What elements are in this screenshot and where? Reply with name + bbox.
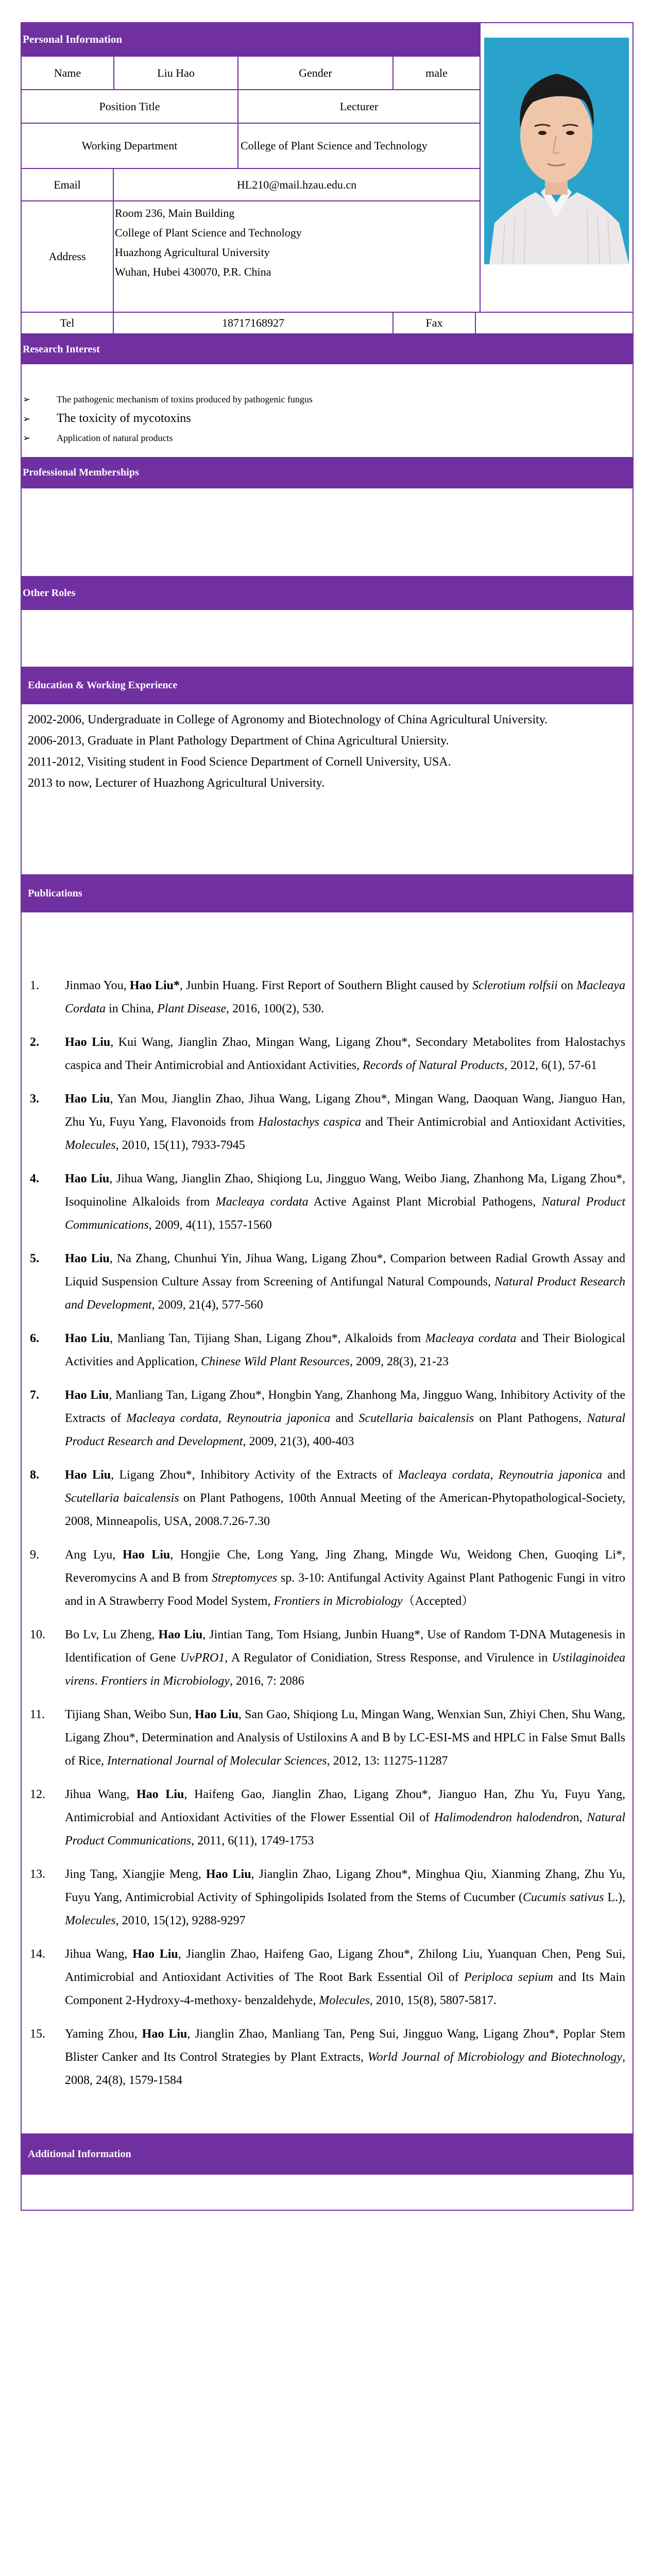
publication-citation <box>65 1327 625 1374</box>
italic-text: Reynoutria japonica <box>498 1468 602 1482</box>
publication-item <box>30 1247 625 1317</box>
section-header-professional-memberships <box>21 457 634 488</box>
address-label: Address <box>21 200 114 313</box>
publication-number: 5. <box>30 1252 39 1265</box>
publication-citation <box>65 1783 625 1853</box>
publication-number: 1. <box>30 979 39 992</box>
professional-memberships-body <box>21 488 634 576</box>
citation-text: , 2009, 28(3), 21-23 <box>350 1355 449 1368</box>
citation-text: , 2010, 15(12), 9288-9297 <box>115 1914 246 1927</box>
citation-text: and Its Main Component 2-Hydroxy-4-methoxy- benzaldehyde, <box>65 1971 626 2007</box>
citation-text: Ang Lyu, <box>65 1548 123 1562</box>
italic-text: UvPRO1 <box>180 1651 225 1665</box>
citation-text: and Their Antimicrobial and Antioxidant Activities, <box>361 1115 626 1129</box>
citation-text: , Junbin Huang. First Report of Southern Blight caused by <box>179 979 472 992</box>
citation-text: , 2009, 21(3), 400-403 <box>243 1435 354 1448</box>
italic-text: Halostachys caspica <box>258 1115 362 1129</box>
name-value: Liu Hao <box>113 56 238 90</box>
citation-text: , Manliang Tan, Ligang Zhou*, Hongbin Yang, Zhanhong Ma, Jingguo Wang, Inhibitory Activity of the Extracts of <box>65 1388 625 1425</box>
publication-citation <box>65 1247 625 1317</box>
education-item: 2006-2013, Graduate in Plant Pathology Department of China Agricultural Uniersity. <box>28 734 449 748</box>
arrowhead-bullet-icon: ➢ <box>23 414 31 424</box>
citation-text: sp. 3-10: Antifungal Activity Against Plant Pathogenic Fungi in vitro and in A Strawberry Food Model System, <box>65 1571 625 1608</box>
author-highlight: Hao Liu <box>65 1388 109 1402</box>
section-header-personal-information <box>21 22 480 57</box>
additional-information-body <box>21 2175 634 2211</box>
publication-citation <box>65 1863 625 1933</box>
address-line: Huazhong Agricultural University <box>115 246 270 259</box>
publication-number: 7. <box>30 1388 39 1402</box>
author-highlight: Hao Liu <box>142 2027 187 2041</box>
italic-text: Natural Product Communications <box>65 1811 626 1848</box>
italic-text: Plant Disease <box>157 1002 227 1015</box>
publication-citation <box>65 1088 625 1157</box>
italic-text: Scutellaria baicalensis <box>65 1492 179 1505</box>
italic-text: Molecules <box>65 1914 116 1927</box>
citation-text: , Hongjie Che, Long Yang, Jing Zhang, Mingde Wu, Weidong Chen, Guoqing Li*, Reveromycins A and B from <box>65 1548 625 1585</box>
publications-body <box>21 912 634 2133</box>
publication-number: 9. <box>30 1548 39 1562</box>
education-item: 2002-2006, Undergraduate in College of Agronomy and Biotechnology of China Agricultural University. <box>28 713 548 726</box>
arrowhead-bullet-icon: ➢ <box>23 394 31 404</box>
citation-text: Bo Lv, Lu Zheng, <box>65 1628 159 1641</box>
section-title: Additional Information <box>28 2148 131 2160</box>
gender-label: Gender <box>237 56 394 90</box>
publication-item <box>30 1703 625 1773</box>
section-title: Other Roles <box>23 587 76 599</box>
section-header-research-interest <box>21 334 634 364</box>
citation-text: Jinmao You, <box>65 979 130 992</box>
italic-text: Frontiers in Microbiology <box>100 1674 230 1688</box>
italic-text: Chinese Wild Plant Resources <box>200 1355 350 1368</box>
publication-number: 2. <box>30 1036 39 1049</box>
citation-text: , 2012, 13: 11275-11287 <box>327 1754 448 1768</box>
publication-item <box>30 1943 625 2012</box>
citation-text: , San Gao, Shiqiong Lu, Mingan Wang, Wenxian Sun, Zhiyi Chen, Shu Wang, Ligang Zhou*, Determination and Analysis of Ustiloxins A and B by LC-ESI-MS and HPLC in False Smut Balls of Rice, <box>65 1708 626 1768</box>
citation-text: , 2016, 7: 2086 <box>229 1674 304 1688</box>
publication-item <box>30 1167 625 1237</box>
address-value <box>113 200 481 313</box>
publication-citation <box>65 1544 625 1613</box>
publication-citation <box>65 1031 625 1077</box>
italic-text: Streptomyces <box>211 1571 278 1585</box>
name-label: Name <box>21 56 114 90</box>
publication-item <box>30 1031 625 1077</box>
citation-text: , Jianglin Zhao, Haifeng Gao, Ligang Zhou*, Zhilong Liu, Yuanquan Chen, Peng Sui, Antimicrobial and Antioxidant Activities of The Root Bark Essential Oil of <box>65 1947 625 1984</box>
author-highlight: Hao Liu* <box>129 979 180 992</box>
publication-number: 14. <box>30 1947 45 1961</box>
citation-text: , Haifeng Gao, Jianglin Zhao, Ligang Zhou*, Jianguo Han, Zhu Yu, Fuyu Yang, Antimicrobial and Antioxidant Activities of the Flower Essential Oil of <box>65 1788 626 1824</box>
citation-text: Jihua Wang, <box>65 1788 136 1801</box>
publication-item <box>30 2023 625 2092</box>
gender-value: male <box>392 56 481 90</box>
citation-text: Jihua Wang, <box>65 1947 133 1961</box>
author-highlight: Hao Liu <box>65 1092 110 1106</box>
portrait-photo <box>484 38 629 264</box>
citation-text: in China, <box>106 1002 158 1015</box>
email-value[interactable]: HL210@mail.hzau.edu.cn <box>113 168 481 201</box>
citation-text: and Their Biological Activities and Application, <box>65 1332 625 1368</box>
department-label: Working Department <box>21 123 238 169</box>
author-highlight: Hao Liu <box>122 1548 170 1562</box>
address-line: College of Plant Science and Technology <box>115 226 302 239</box>
citation-text: on Plant Pathogens, 100th Annual Meeting of the American-Phytopathological-Society, 2008, Minneapolis, USA, 2008.7.26-7.30 <box>65 1492 625 1528</box>
personal-information-table <box>21 22 634 334</box>
citation-text: n, <box>573 1811 587 1824</box>
italic-text: Natural Product Research and Development <box>65 1412 626 1448</box>
author-highlight: Hao Liu <box>65 1036 111 1049</box>
citation-text: , A Regulator of Conidiation, Stress Response, and Virulence in <box>225 1651 552 1665</box>
italic-text: Periploca sepium <box>464 1971 553 1984</box>
italic-text: Molecules <box>65 1139 116 1152</box>
citation-text: , 2011, 6(11), 1749-1753 <box>191 1834 314 1848</box>
author-highlight: Hao Liu <box>195 1708 238 1721</box>
list-item: ➢ Application of natural products <box>22 429 633 447</box>
section-title: Publications <box>28 887 82 899</box>
italic-text: Cucumis sativus <box>522 1891 604 1904</box>
publication-item <box>30 1384 625 1453</box>
publication-citation <box>65 1943 625 2012</box>
section-header-other-roles <box>21 576 634 610</box>
citation-text: , 2009, 21(4), 577-560 <box>151 1298 263 1312</box>
position-label: Position Title <box>21 89 238 124</box>
italic-text: Molecules <box>319 1994 370 2007</box>
citation-text: , 2012, 6(1), 57-61 <box>504 1059 597 1072</box>
publication-number: 13. <box>30 1868 45 1881</box>
citation-text: Yaming Zhou, <box>65 2027 142 2041</box>
author-highlight: Hao Liu <box>65 1252 110 1265</box>
publication-number: 12. <box>30 1788 45 1801</box>
education-item: 2011-2012, Visiting student in Food Science Department of Cornell University, USA. <box>28 755 451 769</box>
publication-item <box>30 1327 625 1374</box>
citation-text: , Manliang Tan, Tijiang Shan, Ligang Zhou*, Alkaloids from <box>110 1332 425 1345</box>
arrowhead-bullet-icon: ➢ <box>23 433 31 443</box>
publication-number: 11. <box>30 1708 45 1721</box>
publication-citation <box>65 1703 625 1773</box>
email-label: Email <box>21 168 114 201</box>
section-title: Education & Working Experience <box>28 680 178 691</box>
italic-text: Macleaya cordata <box>398 1468 490 1482</box>
other-roles-body <box>21 610 634 667</box>
citation-text: , Jintian Tang, Tom Hsiang, Junbin Huang*, Use of Random T-DNA Mutagenesis in Identification of Gene <box>65 1628 625 1665</box>
citation-text: L.), <box>604 1891 625 1904</box>
education-body <box>21 704 634 874</box>
fax-label: Fax <box>392 312 476 334</box>
publication-item <box>30 1623 625 1693</box>
publication-citation <box>65 1384 625 1453</box>
author-highlight: Hao Liu <box>132 1947 178 1961</box>
citation-text: , Jianglin Zhao, Ligang Zhou*, Minghua Qiu, Xianming Zhang, Zhu Yu, Fuyu Yang, Antimicrobial Activity of Sphingolipids Isolated from the Stems of Cucumber ( <box>65 1868 625 1904</box>
publication-number: 4. <box>30 1172 39 1185</box>
section-title: Personal Information <box>23 33 123 45</box>
italic-text: Sclerotium rolfsii <box>472 979 558 992</box>
author-highlight: Hao Liu <box>158 1628 203 1641</box>
education-item: 2013 to now, Lecturer of Huazhong Agricultural University. <box>28 776 325 790</box>
citation-text: , Jianglin Zhao, Manliang Tan, Peng Sui, Jingguo Wang, Ligang Zhou*, Poplar Stem Blister Canker and Its Control Strategies by Plant Extracts, <box>65 2027 625 2064</box>
citation-text: （Accepted） <box>402 1595 474 1608</box>
author-highlight: Hao Liu <box>65 1172 110 1185</box>
italic-text: Macleaya Cordata <box>65 979 625 1015</box>
research-interest-body <box>21 364 634 457</box>
publication-item <box>30 1783 625 1853</box>
citation-text: , Na Zhang, Chunhui Yin, Jihua Wang, Ligang Zhou*, Comparion between Radial Growth Assay and Liquid Suspension Culture Assay from Screening of Antifungal Natural Compounds, <box>65 1252 625 1289</box>
citation-text: Jing Tang, Xiangjie Meng, <box>65 1868 206 1881</box>
publication-number: 8. <box>30 1468 39 1482</box>
italic-text: Natural Product Communications <box>65 1195 625 1232</box>
publication-number: 10. <box>30 1628 45 1641</box>
author-highlight: Hao Liu <box>65 1468 111 1482</box>
italic-text: Macleaya cordata <box>215 1195 309 1209</box>
citation-text: , 2009, 4(11), 1557-1560 <box>148 1218 272 1232</box>
author-highlight: Hao Liu <box>136 1788 184 1801</box>
list-item: ➢ The pathogenic mechanism of toxins produced by pathogenic fungus <box>22 390 633 409</box>
list-item: ➢ The toxicity of mycotoxins <box>22 409 633 429</box>
citation-text: on Plant Pathogens, <box>474 1412 587 1425</box>
publication-citation <box>65 1464 625 1533</box>
fax-value <box>475 312 634 334</box>
italic-text: Halimodendron halodendro <box>434 1811 573 1824</box>
cv-page <box>21 22 634 2231</box>
publication-list <box>22 912 633 2133</box>
citation-text: , Jihua Wang, Jianglin Zhao, Shiqiong Lu, Jingguo Wang, Weibo Jiang, Zhanhong Ma, Ligang Zhou*, Isoquinoline Alkaloids from <box>65 1172 625 1209</box>
publication-item <box>30 974 625 1021</box>
citation-text: , 2016, 100(2), 530. <box>226 1002 324 1015</box>
research-interest-list <box>22 364 633 447</box>
publication-citation <box>65 1623 625 1693</box>
citation-text: , 2010, 15(8), 5807-5817. <box>369 1994 497 2007</box>
italic-text: International Journal of Molecular Sciences <box>107 1754 327 1768</box>
publication-number: 6. <box>30 1332 39 1345</box>
citation-text: , Yan Mou, Jianglin Zhao, Jihua Wang, Ligang Zhou*, Mingan Wang, Daoquan Wang, Jianguo Han, Zhu Yu, Fuyu Yang, Flavonoids from <box>65 1092 625 1129</box>
citation-text: . <box>94 1674 101 1688</box>
publication-citation <box>65 1167 625 1237</box>
section-title: Professional Memberships <box>23 467 139 478</box>
tel-value[interactable]: 18717168927 <box>113 312 394 334</box>
author-highlight: Hao Liu <box>206 1868 251 1881</box>
citation-text: , <box>490 1468 499 1482</box>
publication-item <box>30 1088 625 1157</box>
publication-number: 3. <box>30 1092 39 1106</box>
citation-text: Active Against Plant Microbial Pathogens, <box>308 1195 542 1209</box>
department-value: College of Plant Science and Technology <box>237 123 481 169</box>
address-line: Room 236, Main Building <box>115 207 235 219</box>
publication-item <box>30 1544 625 1613</box>
education-list <box>22 704 633 794</box>
publication-item <box>30 1863 625 1933</box>
citation-text: , 2010, 15(11), 7933-7945 <box>115 1139 245 1152</box>
section-header-education <box>21 667 634 704</box>
citation-text: Tijiang Shan, Weibo Sun, <box>65 1708 195 1721</box>
publication-citation <box>65 2023 625 2092</box>
section-title: Research Interest <box>23 343 100 355</box>
publication-number: 15. <box>30 2027 45 2041</box>
publication-citation <box>65 974 625 1021</box>
citation-text: and <box>602 1468 626 1482</box>
italic-text: Ustilaginoidea virens <box>65 1651 625 1688</box>
italic-text: Frontiers in Microbiology <box>274 1595 403 1608</box>
address-line: Wuhan, Hubei 430070, P.R. China <box>115 265 271 278</box>
author-highlight: Hao Liu <box>65 1332 110 1345</box>
citation-text: and <box>330 1412 359 1425</box>
citation-text: , Ligang Zhou*, Inhibitory Activity of the Extracts of <box>111 1468 398 1482</box>
position-value: Lecturer <box>237 89 481 124</box>
italic-text: Natural Product Research and Development <box>65 1275 625 1312</box>
section-header-additional-information <box>21 2133 634 2175</box>
section-header-publications <box>21 874 634 912</box>
italic-text: World Journal of Microbiology and Biotechnology <box>367 2050 622 2064</box>
publication-item <box>30 1464 625 1533</box>
citation-text: , 2008, 24(8), 1579-1584 <box>65 2050 625 2087</box>
tel-label: Tel <box>21 312 114 334</box>
italic-text: Records of Natural Products <box>363 1059 504 1072</box>
citation-text: on <box>557 979 577 992</box>
italic-text: Scutellaria baicalensis <box>358 1412 474 1425</box>
italic-text: Macleaya cordata, Reynoutria japonica <box>126 1412 331 1425</box>
italic-text: Macleaya cordata <box>425 1332 517 1345</box>
citation-text: , Kui Wang, Jianglin Zhao, Mingan Wang, Ligang Zhou*, Secondary Metabolites from Halostachys caspica and Their Antimicrobial and Antioxidant Activities, <box>65 1036 625 1072</box>
